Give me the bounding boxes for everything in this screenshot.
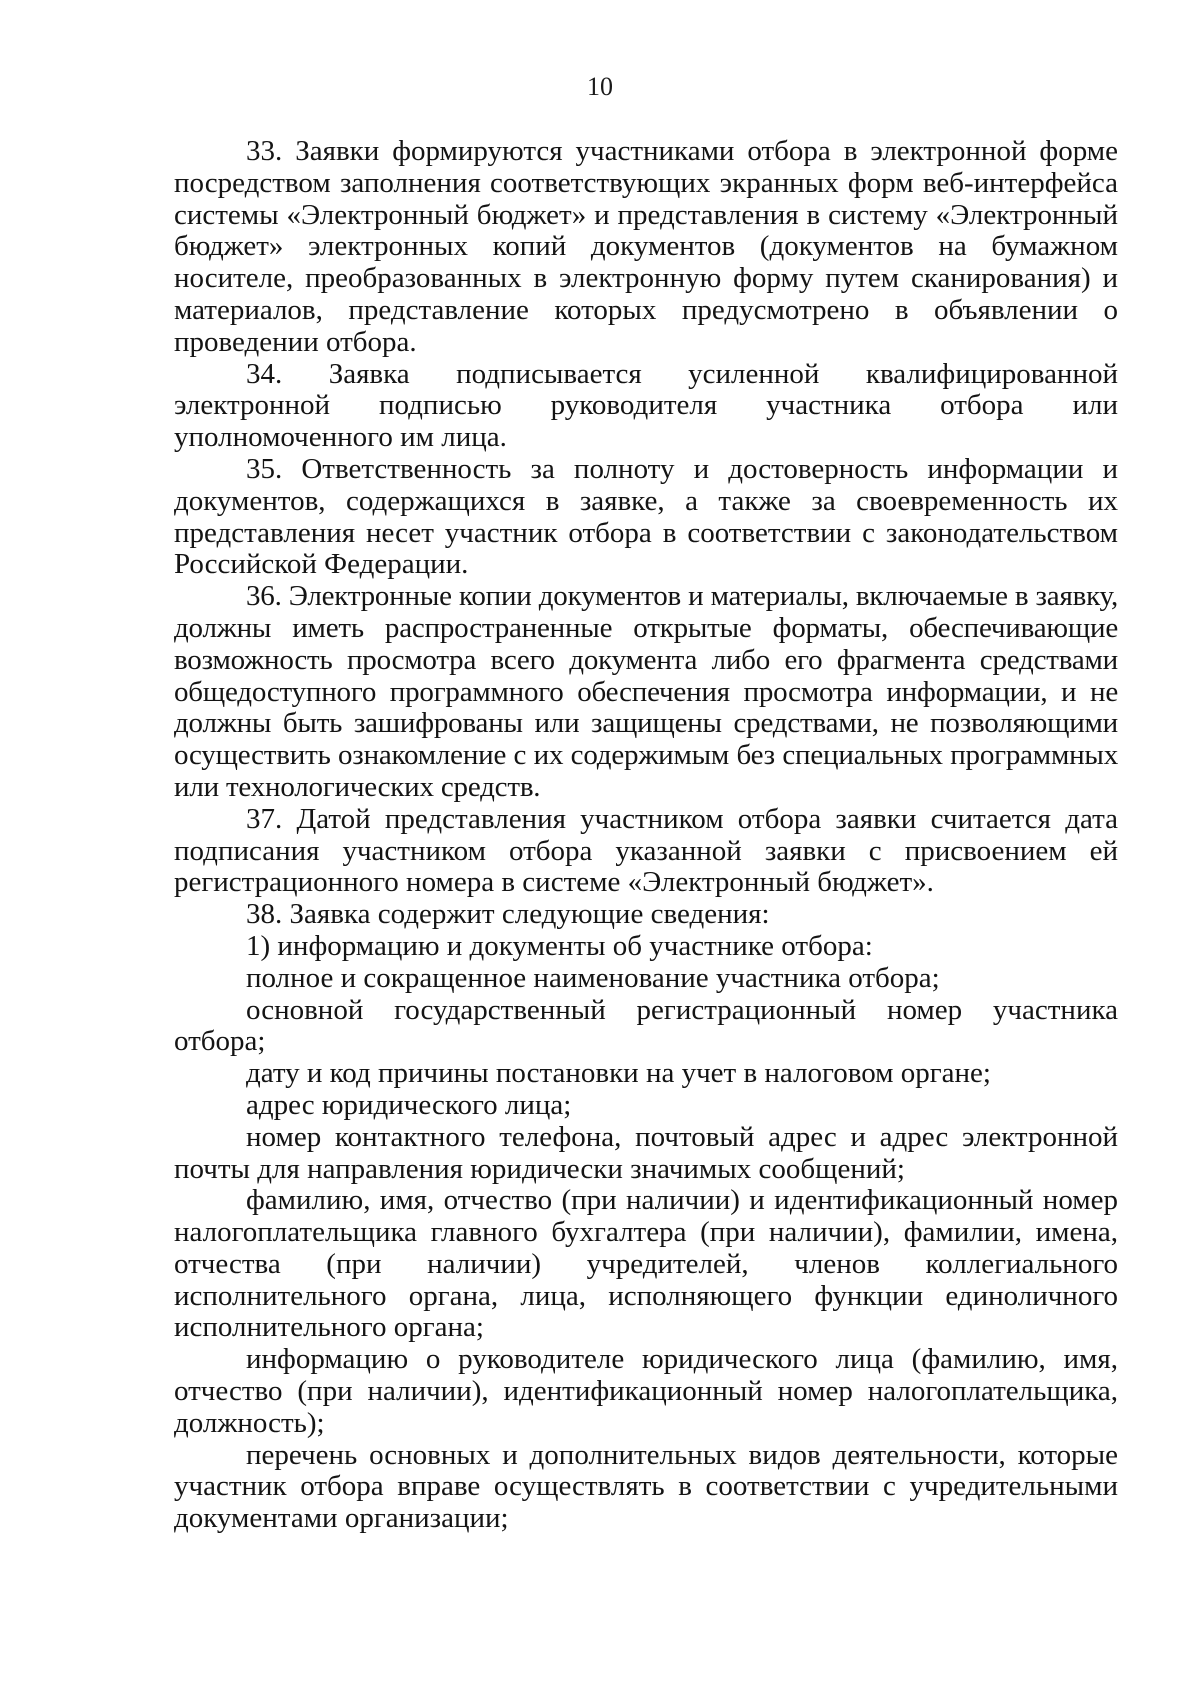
paragraph-34: 34. Заявка подписывается усиленной квалифицированной электронной подписью руководителя участника отбора или уполномоченного им лица.	[174, 357, 1118, 454]
page-number: 10	[587, 72, 613, 101]
list-item-contacts: номер контактного телефона, почтовый адрес и адрес электронной почты для направления юридически значимых сообщений;	[174, 1120, 1118, 1185]
paragraph-37: 37. Датой представления участником отбора заявки считается дата подписания участником отбора указанной заявки с присвоением ей регистрационного номера в системе «Электронный бюджет».	[174, 802, 1118, 899]
paragraph-33: 33. Заявки формируются участниками отбора в электронной форме посредством заполнения соответствующих экранных форм веб-интерфейса системы «Электронный бюджет» и представления в систему «Электронный бюджет» электронных копий документов (документов на бумажном носителе, преобразованных в электронную форму путем сканирования) и материалов, представление которых предусмотрено в объявлении о проведении отбора.	[174, 135, 1118, 358]
list-item-address: адрес юридического лица;	[246, 1088, 572, 1121]
list-item-head: информацию о руководителе юридического лица (фамилию, имя, отчество (при наличии), идентификационный номер налогоплательщика, должность);	[174, 1343, 1118, 1439]
list-item-accountant: фамилию, имя, отчество (при наличии) и идентификационный номер налогоплательщика главного бухгалтера (при наличии), фамилии, имена, отчества (при наличии) учредителей, членов коллегиального исполнительного органа, лица, исполняющего функции единоличного исполнительного органа;	[174, 1184, 1118, 1344]
list-item-1: 1) информацию и документы об участнике отбора:	[246, 929, 873, 962]
list-item-activities: перечень основных и дополнительных видов деятельности, которые участник отбора вправе осуществлять в соответствии с учредительными документами организации;	[174, 1438, 1118, 1535]
paragraph-38: 38. Заявка содержит следующие сведения:	[246, 898, 770, 931]
list-item-ogrn: основной государственный регистрационный номер участника отбора;	[174, 993, 1118, 1058]
document-body	[174, 136, 1118, 1535]
paragraph-35: 35. Ответственность за полноту и достоверность информации и документов, содержащихся в заявке, а также за своевременность их представления несет участник отбора в соответствии с законодательством Российской Федерации.	[174, 452, 1118, 581]
paragraph-36: 36. Электронные копии документов и материалы, включаемые в заявку, должны иметь распространенные открытые форматы, обеспечивающие возможность просмотра всего документа либо его фрагмента средствами общедоступного программного обеспечения просмотра информации, и не должны быть зашифрованы или защищены средствами, не позволяющими осуществить ознакомление с их содержимым без специальных программных или технологических средств.	[174, 580, 1118, 803]
list-item-tax-registration: дату и код причины постановки на учет в налоговом органе;	[246, 1057, 991, 1090]
list-item-name: полное и сокращенное наименование участника отбора;	[246, 961, 940, 994]
